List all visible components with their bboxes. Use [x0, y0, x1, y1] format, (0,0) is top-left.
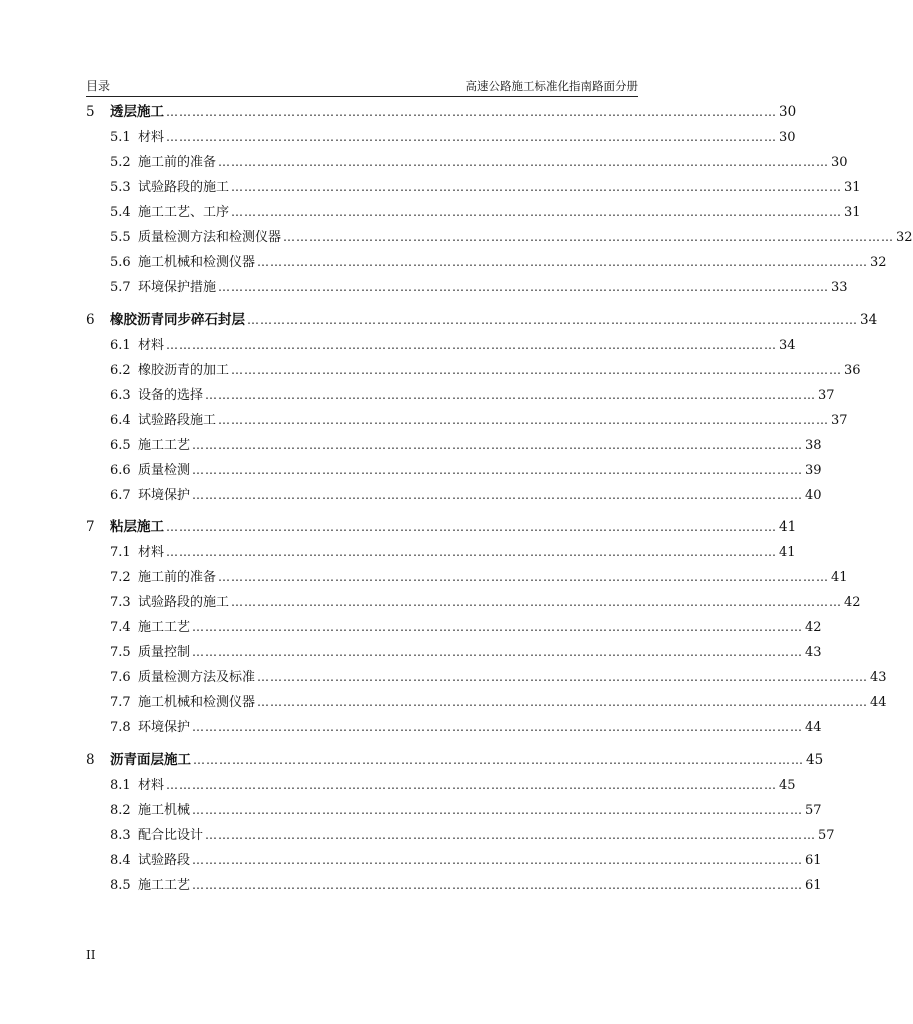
toc-dot-leader: ……………………………………………………………………………………………………………………………	[257, 255, 869, 269]
toc-entry-number: 5	[86, 104, 95, 120]
toc-entry-number: 5.1	[110, 130, 131, 145]
toc-chapter-entry[interactable]	[86, 748, 824, 773]
header-section-title: 目录	[86, 79, 111, 93]
toc-section-entry[interactable]	[86, 640, 822, 665]
toc-entry-title: 环境保护	[138, 487, 191, 503]
toc-entry-page: 37	[831, 412, 848, 428]
toc-entry-title: 材料	[138, 777, 165, 793]
toc-entry-page: 40	[805, 487, 822, 503]
toc-entry-title: 透层施工	[110, 104, 164, 120]
toc-entry-number: 6.6	[110, 462, 131, 478]
toc-entry-number: 5.6	[110, 255, 131, 270]
toc-section-entry[interactable]	[86, 690, 887, 715]
toc-entry-title: 环境保护措施	[138, 280, 217, 295]
toc-entry-title: 施工工艺	[138, 877, 191, 893]
toc-entry-title: 配合比设计	[138, 827, 204, 843]
toc-entry-title: 沥青面层施工	[110, 751, 191, 768]
toc-entry-page: 32	[896, 230, 913, 245]
toc-entry-number: 6.2	[110, 362, 131, 378]
toc-dot-leader: ……………………………………………………………………………………………………………………………	[192, 720, 804, 734]
toc-dot-leader: ……………………………………………………………………………………………………………………………	[166, 105, 777, 119]
toc-entry-number: 6.3	[110, 387, 131, 403]
toc-section-entry[interactable]	[86, 275, 848, 300]
toc-entry-title: 试验路段的施工	[138, 180, 230, 195]
toc-entry-title: 粘层施工	[110, 519, 164, 535]
toc-section-entry[interactable]	[86, 175, 861, 200]
toc-entry-title: 质量检测	[138, 462, 191, 478]
toc-entry-page: 37	[818, 387, 835, 403]
toc-entry-number: 7.2	[110, 570, 131, 585]
toc-entry-title: 试验路段的施工	[138, 595, 230, 610]
toc-entry-page: 61	[805, 877, 822, 893]
toc-dot-leader: ……………………………………………………………………………………………………………………………	[231, 205, 843, 219]
toc-section-entry[interactable]	[86, 873, 822, 898]
toc-dot-leader: ……………………………………………………………………………………………………………………………	[218, 280, 830, 294]
toc-section-entry[interactable]	[86, 540, 796, 565]
toc-dot-leader: ……………………………………………………………………………………………………………………………	[283, 230, 895, 244]
toc-entry-title: 施工机械和检测仪器	[138, 255, 256, 270]
toc-section-entry[interactable]	[86, 433, 822, 458]
toc-dot-leader: ……………………………………………………………………………………………………………………………	[192, 487, 804, 502]
toc-dot-leader: ……………………………………………………………………………………………………………………………	[192, 877, 804, 892]
toc-section-entry[interactable]	[86, 250, 887, 275]
toc-section-entry[interactable]	[86, 483, 822, 508]
toc-entry-number: 6.7	[110, 487, 131, 503]
toc-entry-title: 试验路段	[138, 852, 191, 868]
toc-entry-page: 45	[806, 751, 824, 768]
toc-entry-page: 42	[844, 595, 861, 610]
toc-section-entry[interactable]	[86, 225, 913, 250]
toc-dot-leader: ……………………………………………………………………………………………………………………………	[231, 362, 843, 377]
toc-entry-page: 41	[779, 519, 797, 535]
toc-section-entry[interactable]	[86, 408, 848, 433]
toc-entry-title: 试验路段施工	[138, 412, 217, 428]
toc-entry-title: 材料	[138, 545, 165, 560]
toc-entry-number: 7.7	[110, 695, 131, 710]
toc-entry-number: 7.5	[110, 645, 131, 660]
toc-entry-number: 8.1	[110, 777, 131, 793]
toc-entry-title: 施工前的准备	[138, 155, 217, 170]
toc-entry-page: 30	[779, 130, 796, 145]
toc-entry-title: 材料	[138, 337, 165, 353]
toc-entry-number: 7.6	[110, 670, 131, 685]
toc-section-entry[interactable]	[86, 848, 822, 873]
toc-dot-leader: ……………………………………………………………………………………………………………………………	[192, 802, 804, 817]
toc-entry-page: 31	[844, 180, 861, 195]
toc-dot-leader: ……………………………………………………………………………………………………………………………	[257, 670, 869, 684]
toc-section-entry[interactable]	[86, 773, 796, 798]
toc-entry-page: 61	[805, 852, 822, 868]
toc-entry-page: 34	[779, 337, 796, 353]
toc-entry-page: 36	[844, 362, 861, 378]
toc-entry-number: 7.4	[110, 620, 131, 635]
toc-entry-page: 57	[818, 827, 835, 843]
toc-section-entry[interactable]	[86, 615, 822, 640]
toc-entry-title: 环境保护	[138, 720, 191, 735]
toc-entry-number: 5.3	[110, 180, 131, 195]
toc-dot-leader: ……………………………………………………………………………………………………………………………	[218, 412, 830, 427]
page-number: II	[86, 948, 96, 962]
toc-entry-number: 5.2	[110, 155, 131, 170]
toc-entry-page: 32	[870, 255, 887, 270]
toc-entry-number: 6	[86, 311, 95, 328]
toc-dot-leader: ……………………………………………………………………………………………………………………………	[231, 595, 843, 609]
toc-entry-title: 施工机械	[138, 802, 191, 818]
toc-entry-number: 7.8	[110, 720, 131, 735]
toc-entry-title: 施工工艺	[138, 437, 191, 453]
toc-entry-number: 6.5	[110, 437, 131, 453]
header-document-title: 高速公路施工标准化指南路面分册	[465, 79, 638, 93]
toc-entry-page: 45	[779, 777, 796, 793]
toc-section-entry[interactable]	[86, 358, 861, 383]
toc-dot-leader: ……………………………………………………………………………………………………………………………	[192, 645, 804, 659]
toc-entry-page: 39	[805, 462, 822, 478]
toc-entry-page: 41	[779, 545, 796, 560]
toc-entry-title: 质量检测方法及标准	[138, 670, 256, 685]
toc-entry-title: 质量控制	[138, 645, 191, 660]
toc-entry-page: 38	[805, 437, 822, 453]
toc-chapter-entry[interactable]	[86, 515, 797, 540]
toc-entry-page: 41	[831, 570, 848, 585]
toc-section-entry[interactable]	[86, 125, 796, 150]
toc-section-entry[interactable]	[86, 333, 796, 358]
toc-entry-number: 6.1	[110, 337, 131, 353]
toc-entry-number: 8.3	[110, 827, 131, 843]
toc-entry-page: 44	[870, 695, 887, 710]
toc-dot-leader: ……………………………………………………………………………………………………………………………	[192, 462, 804, 477]
page-header	[86, 78, 638, 97]
toc-section-entry[interactable]	[86, 823, 835, 848]
toc-entry-title: 橡胶沥青同步碎石封层	[110, 311, 245, 328]
toc-entry-number: 8.4	[110, 852, 131, 868]
toc-entry-number: 6.4	[110, 412, 131, 428]
toc-dot-leader: ……………………………………………………………………………………………………………………………	[205, 387, 817, 402]
toc-dot-leader: ……………………………………………………………………………………………………………………………	[218, 570, 830, 584]
toc-dot-leader: ……………………………………………………………………………………………………………………………	[166, 777, 778, 792]
toc-entry-title: 橡胶沥青的加工	[138, 362, 230, 378]
toc-entry-page: 33	[831, 280, 848, 295]
toc-entry-page: 31	[844, 205, 861, 220]
toc-dot-leader: ……………………………………………………………………………………………………………………………	[205, 827, 817, 842]
toc-entry-page: 30	[779, 104, 797, 120]
toc-dot-leader: ……………………………………………………………………………………………………………………………	[192, 437, 804, 452]
toc-section-entry[interactable]	[86, 150, 848, 175]
toc-dot-leader: ……………………………………………………………………………………………………………………………	[192, 852, 804, 867]
toc-entry-title: 质量检测方法和检测仪器	[138, 230, 282, 245]
toc-dot-leader: ……………………………………………………………………………………………………………………………	[247, 312, 858, 327]
toc-entry-number: 7.1	[110, 545, 131, 560]
toc-chapter-entry[interactable]	[86, 100, 797, 125]
toc-entry-number: 8	[86, 751, 95, 768]
toc-chapter-entry[interactable]	[86, 308, 878, 333]
toc-section-entry[interactable]	[86, 200, 861, 225]
toc-dot-leader: ……………………………………………………………………………………………………………………………	[218, 155, 830, 169]
toc-entry-title: 设备的选择	[138, 387, 204, 403]
toc-entry-number: 8.5	[110, 877, 131, 893]
toc-dot-leader: ……………………………………………………………………………………………………………………………	[193, 752, 804, 767]
toc-entry-number: 5.5	[110, 230, 131, 245]
toc-section-entry[interactable]	[86, 383, 835, 408]
toc-entry-number: 8.2	[110, 802, 131, 818]
toc-entry-page: 57	[805, 802, 822, 818]
toc-section-entry[interactable]	[86, 458, 822, 483]
toc-dot-leader: ……………………………………………………………………………………………………………………………	[257, 695, 869, 709]
toc-entry-page: 34	[860, 311, 878, 328]
toc-entry-page: 43	[805, 645, 822, 660]
toc-section-entry[interactable]	[86, 590, 861, 615]
toc-entry-page: 30	[831, 155, 848, 170]
toc-entry-number: 7.3	[110, 595, 131, 610]
toc-entry-page: 44	[805, 720, 822, 735]
toc-dot-leader: ……………………………………………………………………………………………………………………………	[166, 337, 778, 352]
toc-entry-page: 42	[805, 620, 822, 635]
toc-entry-page: 43	[870, 670, 887, 685]
toc-entry-number: 5.7	[110, 280, 131, 295]
toc-entry-number: 7	[86, 519, 95, 535]
toc-dot-leader: ……………………………………………………………………………………………………………………………	[231, 180, 843, 194]
toc-section-entry[interactable]	[86, 565, 848, 590]
toc-section-entry[interactable]	[86, 798, 822, 823]
toc-entry-title: 施工前的准备	[138, 570, 217, 585]
toc-entry-number: 5.4	[110, 205, 131, 220]
toc-entry-title: 施工工艺	[138, 620, 191, 635]
toc-entry-title: 施工工艺、工序	[138, 205, 230, 220]
toc-dot-leader: ……………………………………………………………………………………………………………………………	[192, 620, 804, 634]
toc-dot-leader: ……………………………………………………………………………………………………………………………	[166, 545, 778, 559]
toc-section-entry[interactable]	[86, 715, 822, 740]
toc-entry-title: 材料	[138, 130, 165, 145]
toc-dot-leader: ……………………………………………………………………………………………………………………………	[166, 130, 778, 144]
toc-entry-title: 施工机械和检测仪器	[138, 695, 256, 710]
toc-section-entry[interactable]	[86, 665, 887, 690]
table-of-contents	[86, 100, 913, 898]
toc-dot-leader: ……………………………………………………………………………………………………………………………	[166, 520, 777, 534]
